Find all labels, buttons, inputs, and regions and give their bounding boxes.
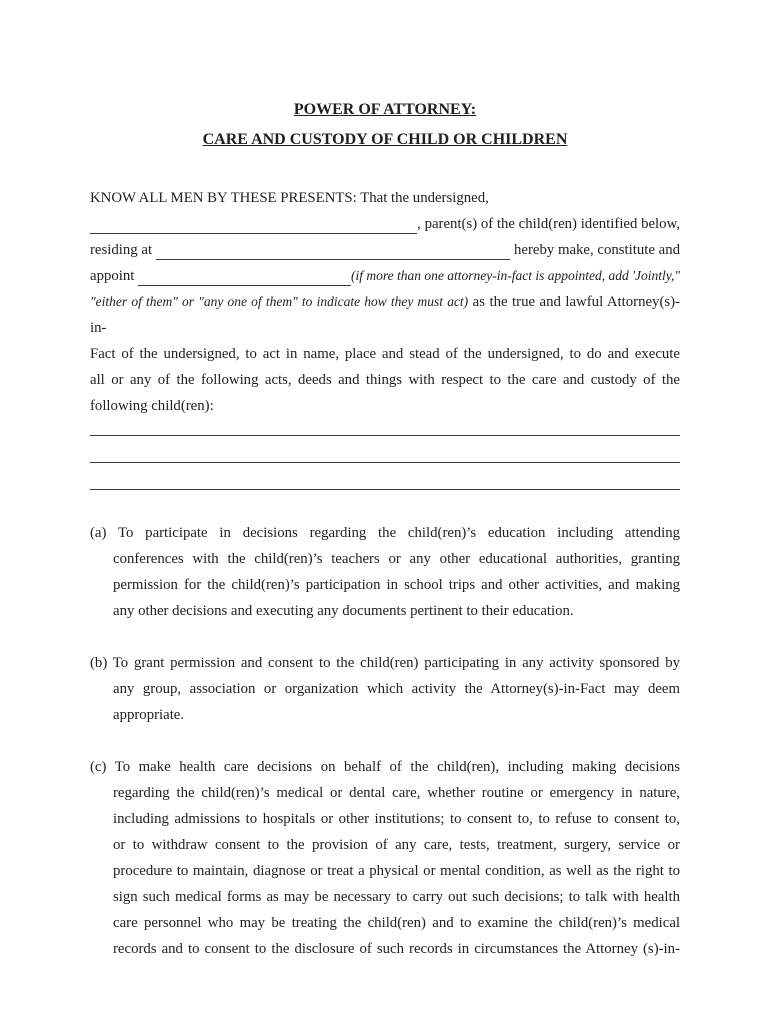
item-c-marker: (c) [90, 759, 107, 775]
item-a-line-1-text: To participate in decisions regarding the child(ren)’s education including attending [117, 525, 680, 541]
item-c-line-4: or to withdraw consent to the provision of any care, tests, treatment, surgery, service or [113, 837, 680, 853]
item-c-line-3: including admissions to hospitals or other institutions; to consent to, to refuse to consent to, [113, 811, 680, 827]
item-b-line-2: any group, association or organization which activity the Attorney(s)-in-Fact may deem [113, 681, 680, 697]
intro-line-4-text: appoint [90, 268, 139, 284]
fill-in-blank-parents-name[interactable] [90, 219, 417, 234]
intro-line-5-instruction: "either of them" or "any one of them" to indicate how they must act) [90, 294, 469, 309]
intro-line-1: KNOW ALL MEN BY THESE PRESENTS: That the undersigned, [90, 190, 489, 206]
intro-line-4 [90, 263, 680, 289]
fill-in-line-child-2[interactable] [90, 436, 680, 463]
intro-line-3 [90, 237, 680, 263]
item-c-line-1-text: To make health care decisions on behalf of the child(ren), including making decisions [114, 759, 680, 775]
intro-line-2 [90, 211, 680, 237]
intro-paragraph [90, 185, 680, 419]
fill-in-blank-residence-address[interactable] [156, 245, 511, 260]
list-item-a [90, 520, 680, 624]
intro-line-6: Fact of the undersigned, to act in name, place and stead of the undersigned, to do and execute [90, 346, 680, 362]
list-item-b [90, 650, 680, 728]
intro-line-3-text-a: residing at [90, 242, 156, 258]
intro-line-3-text-b: hereby make, constitute and [510, 242, 680, 258]
item-c-line-2: regarding the child(ren)’s medical or dental care, whether routine or emergency in nature, [113, 785, 680, 801]
fill-in-blank-attorney-name[interactable] [138, 271, 351, 286]
item-b-marker: (b) [90, 655, 108, 671]
intro-line-5-text: as the true and lawful Attorney(s)-in- [90, 294, 680, 336]
fill-in-line-child-3[interactable] [90, 463, 680, 490]
intro-line-2-text: , parent(s) of the child(ren) identified below, [417, 216, 680, 232]
item-b-line-1-text: To grant permission and consent to the child(ren) participating in any activity sponsored by [112, 655, 680, 671]
intro-line-5 [90, 289, 680, 341]
item-c-line-5: procedure to maintain, diagnose or treat a physical or mental condition, as well as the right to [113, 863, 680, 879]
item-a-line-1 [90, 520, 680, 546]
item-c-line-8: records and to consent to the disclosure of such records in circumstances the Attorney (s)-in- [113, 941, 680, 957]
intro-line-8: following child(ren): [90, 398, 214, 414]
item-b-line-3: appropriate. [113, 707, 185, 723]
item-a-line-4: any other decisions and executing any documents pertinent to their education. [113, 603, 574, 619]
intro-line-4-instruction: (if more than one attorney-in-fact is appointed, add 'Jointly," [350, 268, 680, 283]
document-title-line1: POWER OF ATTORNEY: [293, 101, 477, 118]
item-b-line-1 [90, 650, 680, 676]
item-c-line-1 [90, 754, 680, 780]
list-item-c [90, 754, 680, 962]
item-a-line-2: conferences with the child(ren)’s teachers or any other educational authorities, granting [113, 551, 680, 567]
item-c-line-7: care personnel who may be treating the child(ren) and to examine the child(ren)’s medical [113, 915, 680, 931]
intro-line-7: all or any of the following acts, deeds and things with respect to the care and custody of the [90, 372, 680, 388]
children-fill-in-section [90, 409, 680, 490]
item-c-line-6: sign such medical forms as may be necessary to carry out such decisions; to talk with health [113, 889, 680, 905]
item-a-line-3: permission for the child(ren)’s participation in school trips and other activities, and making [113, 577, 680, 593]
document-title-line2: CARE AND CUSTODY OF CHILD OR CHILDREN [202, 131, 568, 148]
item-a-marker: (a) [90, 525, 107, 541]
